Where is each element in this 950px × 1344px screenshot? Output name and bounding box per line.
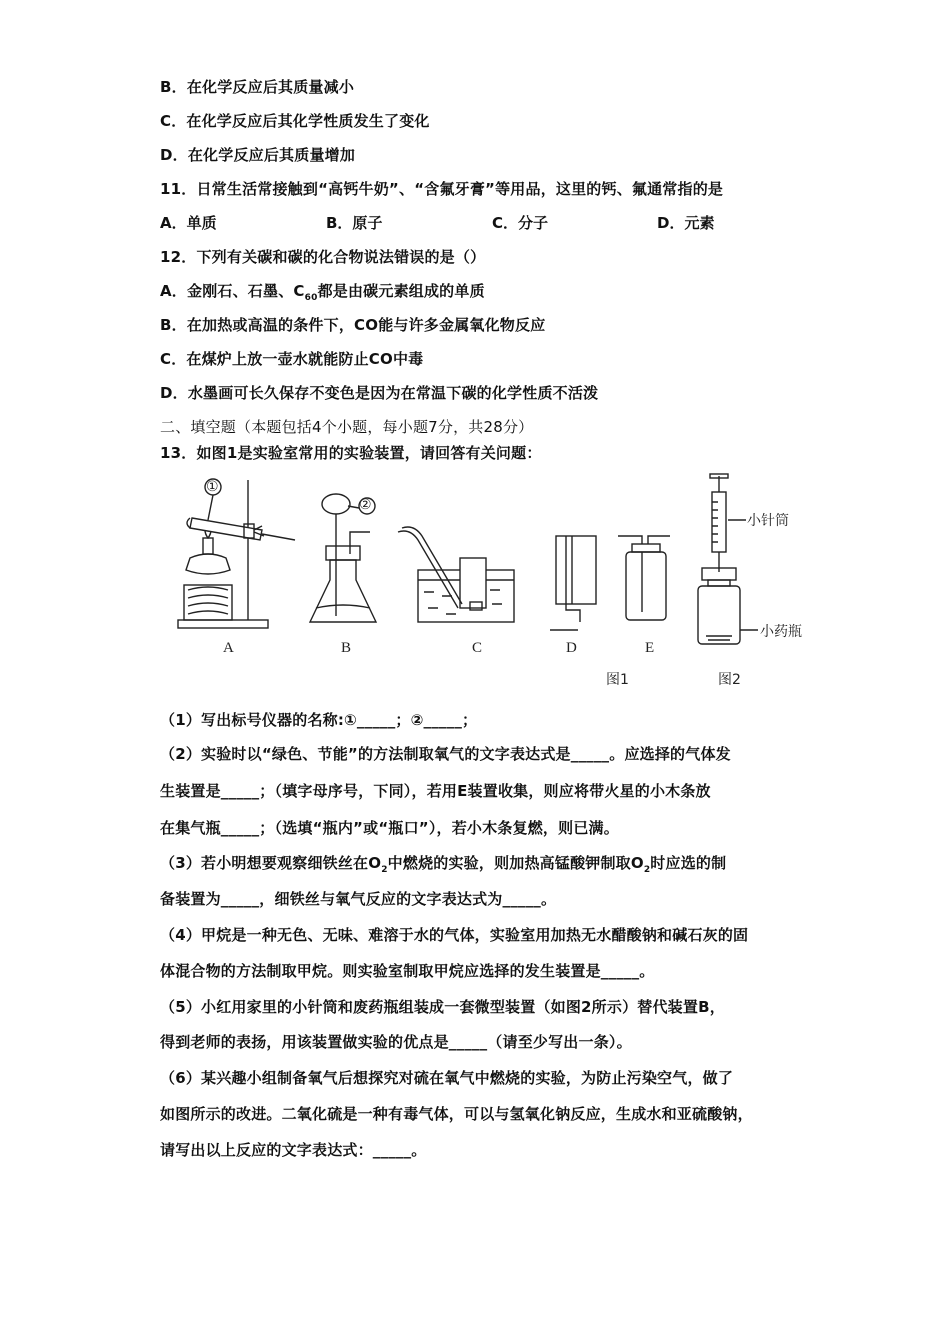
- syringe-label: 小针筒: [747, 513, 789, 529]
- apparatus-d-drawing: [550, 536, 596, 630]
- q13-part3-line1: （3）若小明想要观察细铁丝在$O_2$中燃烧的实验，则加热高锰酸钾制取$O_2$时应选的制: [160, 854, 727, 875]
- q13-part4-line1: （4）甲烷是一种无色、无味、难溶于水的气体，实验室用加热无水醋酸钠和碱石灰的固: [160, 926, 749, 944]
- q11-option-c: C．分子: [492, 214, 549, 232]
- q12-option-a: A．金刚石、石墨、$C_{60}$都是由碳元素组成的单质: [160, 282, 485, 303]
- figure2-syringe-vial-drawing: [698, 474, 758, 644]
- q13-stem: 13．如图1是实验室常用的实验装置，请回答有关问题：: [160, 444, 542, 462]
- apparatus-a-label: A: [223, 640, 234, 656]
- marker-1-label: ①: [206, 479, 219, 495]
- q12-stem: 12．下列有关碳和碳的化合物说法错误的是（）: [160, 248, 486, 266]
- q13-part6-line3: 请写出以上反应的文字表达式：_____。: [160, 1141, 427, 1159]
- q12-option-c: C．在煤炉上放一壶水就能防止CO中毒: [160, 350, 424, 368]
- marker-2-label: ②: [359, 497, 372, 513]
- apparatus-d-label: D: [566, 640, 577, 656]
- q11-stem: 11．日常生活常接触到“高钙牛奶”、“含氟牙膏”等用品，这里的钙、氟通常指的是: [160, 180, 724, 198]
- apparatus-e-label: E: [645, 640, 655, 656]
- apparatus-b-label: B: [341, 640, 352, 656]
- q13-part2-line1: （2）实验时以“绿色、节能”的方法制取氧气的文字表达式是_____。应选择的气体发: [160, 745, 731, 763]
- q12-option-b: B．在加热或高温的条件下，CO能与许多金属氧化物反应: [160, 316, 546, 334]
- q13-part5-line2: 得到老师的表扬，用该装置做实验的优点是_____（请至少写出一条）。: [160, 1033, 632, 1051]
- caption-figure1: 图1: [606, 672, 629, 688]
- apparatus-b-drawing: [310, 494, 376, 622]
- q13-part2-line3: 在集气瓶_____；（选填“瓶内”或“瓶口”），若小木条复燃，则已满。: [160, 819, 619, 837]
- vial-label: 小药瓶: [760, 624, 802, 640]
- q12-option-d: D．水墨画可长久保存不变色是因为在常温下碳的化学性质不活泼: [160, 384, 599, 402]
- q13-part3-line2: 备装置为_____，细铁丝与氧气反应的文字表达式为_____。: [160, 890, 557, 908]
- apparatus-a-drawing: [178, 479, 295, 628]
- q13-part6-line2: 如图所示的改进。二氧化硫是一种有毒气体，可以与氢氧化钠反应，生成水和亚硫酸钠，: [160, 1105, 753, 1123]
- q10-option-b: B．在化学反应后其质量减小: [160, 78, 355, 96]
- q10-option-d: D．在化学反应后其质量增加: [160, 146, 356, 164]
- q11-option-b: B．原子: [326, 214, 383, 232]
- q13-part5-line1: （5）小红用家里的小针筒和废药瓶组装成一套微型装置（如图2所示）替代装置B，: [160, 998, 725, 1016]
- apparatus-c-drawing: [398, 527, 514, 622]
- q13-part4-line2: 体混合物的方法制取甲烷。则实验室制取甲烷应选择的发生装置是_____。: [160, 962, 655, 980]
- q13-part6-line1: （6）某兴趣小组制备氧气后想探究对硫在氧气中燃烧的实验，为防止污染空气，做了: [160, 1069, 734, 1087]
- q11-option-d: D．元素: [657, 214, 715, 232]
- q13-part1: （1）写出标号仪器的名称:①_____；②_____；: [160, 711, 478, 729]
- apparatus-e-drawing: [618, 536, 670, 620]
- section-fill-blank-heading: 二、填空题（本题包括4个小题，每小题7分，共28分）: [160, 418, 534, 436]
- q13-part2-line2: 生装置是_____；（填字母序号，下同），若用E装置收集，则应将带火星的小木条放: [160, 782, 711, 800]
- caption-figure2: 图2: [718, 672, 741, 688]
- q10-option-c: C．在化学反应后其化学性质发生了变化: [160, 112, 430, 130]
- apparatus-c-label: C: [472, 640, 483, 656]
- lab-apparatus-figure: [170, 470, 830, 695]
- q11-option-a: A．单质: [160, 214, 217, 232]
